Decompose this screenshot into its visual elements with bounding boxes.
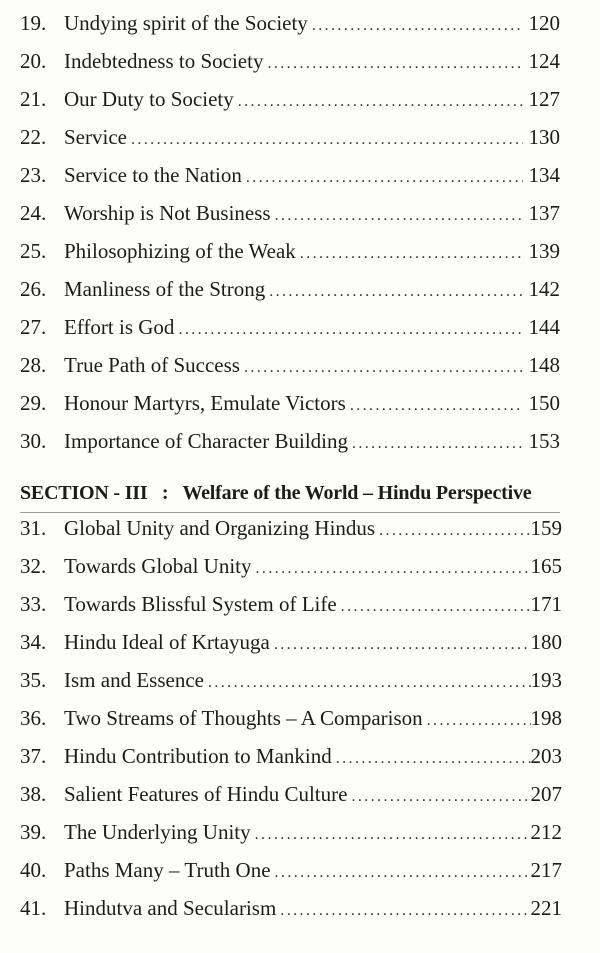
dot-leader: [379, 516, 530, 546]
entry-page-number: 171: [530, 592, 562, 616]
dot-leader: [336, 744, 531, 774]
toc-entry[interactable]: [20, 627, 562, 657]
dot-leader: [341, 592, 531, 622]
entry-number: 35.: [20, 668, 47, 692]
entry-number: 40.: [20, 858, 47, 882]
entry-page-number: 150: [528, 391, 560, 415]
entry-page-number: 198: [530, 706, 562, 730]
entry-number: 21.: [20, 87, 47, 111]
dot-leader: [350, 391, 523, 421]
dot-leader: [208, 668, 531, 698]
dot-leader: [300, 239, 523, 269]
entry-title: Philosophizing of the Weak: [64, 239, 296, 263]
section-title: Welfare of the World – Hindu Perspective: [182, 482, 532, 504]
entry-title: Towards Blissful System of Life: [64, 592, 337, 616]
section-separator: :: [161, 482, 169, 504]
toc-entry[interactable]: [20, 198, 560, 228]
dot-leader: [427, 706, 531, 736]
entry-title: Worship is Not Business: [64, 201, 271, 225]
toc-entry[interactable]: [20, 236, 560, 266]
entry-page-number: 124: [528, 49, 560, 73]
entry-title: Hindu Contribution to Mankind: [64, 744, 332, 768]
entry-page-number: 221: [530, 896, 562, 920]
entry-page-number: 130: [528, 125, 560, 149]
entry-page-number: 203: [530, 744, 562, 768]
entry-page-number: 217: [530, 858, 562, 882]
toc-entry[interactable]: [20, 426, 560, 456]
entry-page-number: 139: [528, 239, 560, 263]
toc-entry[interactable]: [20, 703, 562, 733]
dot-leader: [274, 630, 531, 660]
section-label: SECTION - III: [20, 482, 148, 504]
toc-entry[interactable]: [20, 513, 562, 543]
dot-leader: [131, 125, 523, 155]
entry-title: Importance of Character Building: [64, 429, 348, 453]
toc-entry[interactable]: [20, 855, 562, 885]
entry-number: 36.: [20, 706, 47, 730]
entry-title: Service to the Nation: [64, 163, 242, 187]
entry-page-number: 127: [528, 87, 560, 111]
dot-leader: [275, 201, 523, 231]
entry-page-number: 134: [528, 163, 560, 187]
entry-number: 19.: [20, 11, 47, 35]
entry-number: 25.: [20, 239, 47, 263]
toc-entry[interactable]: [20, 551, 562, 581]
dot-leader: [280, 896, 530, 926]
entry-number: 27.: [20, 315, 47, 339]
entry-page-number: 207: [530, 782, 562, 806]
entry-title: Our Duty to Society: [64, 87, 234, 111]
entry-number: 22.: [20, 125, 47, 149]
entry-number: 37.: [20, 744, 47, 768]
entry-page-number: 212: [530, 820, 562, 844]
dot-leader: [246, 163, 523, 193]
entry-title: Towards Global Unity: [64, 554, 252, 578]
dot-leader: [267, 49, 522, 79]
toc-entry[interactable]: [20, 893, 562, 923]
dot-leader: [351, 782, 530, 812]
entry-title: Hindu Ideal of Krtayuga: [64, 630, 270, 654]
section-heading: [20, 478, 580, 508]
entry-title: Ism and Essence: [64, 668, 204, 692]
entry-title: Hindutva and Secularism: [64, 896, 277, 920]
entry-page-number: 148: [528, 353, 560, 377]
toc-entry[interactable]: [20, 46, 560, 76]
entry-title: Global Unity and Organizing Hindus: [64, 516, 376, 540]
toc-entry[interactable]: [20, 274, 560, 304]
toc-entry[interactable]: [20, 84, 560, 114]
entry-title: Effort is God: [64, 315, 175, 339]
toc-entry[interactable]: [20, 8, 560, 38]
toc-entry[interactable]: [20, 160, 560, 190]
toc-entry[interactable]: [20, 779, 562, 809]
dot-leader: [275, 858, 531, 888]
entry-number: 30.: [20, 429, 47, 453]
dot-leader: [269, 277, 522, 307]
entry-number: 20.: [20, 49, 47, 73]
entry-page-number: 193: [530, 668, 562, 692]
entry-title: Undying spirit of the Society: [64, 11, 308, 35]
entry-page-number: 153: [528, 429, 560, 453]
entry-title: Manliness of the Strong: [64, 277, 266, 301]
dot-leader: [238, 87, 523, 117]
entry-number: 39.: [20, 820, 47, 844]
toc-entry[interactable]: [20, 817, 562, 847]
toc-entry[interactable]: [20, 741, 562, 771]
entry-number: 28.: [20, 353, 47, 377]
entry-title: Two Streams of Thoughts – A Comparison: [64, 706, 423, 730]
dot-leader: [352, 429, 523, 459]
entry-title: Service: [64, 125, 127, 149]
toc-entry[interactable]: [20, 122, 560, 152]
entry-number: 23.: [20, 163, 47, 187]
entry-number: 38.: [20, 782, 47, 806]
entry-number: 24.: [20, 201, 47, 225]
toc-entry[interactable]: [20, 312, 560, 342]
entry-title: Indebtedness to Society: [64, 49, 264, 73]
entry-title: Paths Many – Truth One: [64, 858, 271, 882]
entry-page-number: 137: [528, 201, 560, 225]
entry-page-number: 165: [530, 554, 562, 578]
entry-number: 33.: [20, 592, 47, 616]
toc-entry[interactable]: [20, 589, 562, 619]
toc-entry[interactable]: [20, 665, 562, 695]
entry-title: Salient Features of Hindu Culture: [64, 782, 348, 806]
toc-entry[interactable]: [20, 388, 560, 418]
entry-title: True Path of Success: [64, 353, 240, 377]
entry-number: 34.: [20, 630, 47, 654]
entry-number: 41.: [20, 896, 47, 920]
entry-number: 32.: [20, 554, 47, 578]
entry-title: Honour Martyrs, Emulate Victors: [64, 391, 346, 415]
entry-page-number: 120: [528, 11, 560, 35]
entry-page-number: 142: [528, 277, 560, 301]
entry-title: The Underlying Unity: [64, 820, 251, 844]
dot-leader: [178, 315, 522, 345]
entry-number: 26.: [20, 277, 47, 301]
dot-leader: [256, 554, 531, 584]
dot-leader: [244, 353, 523, 383]
entry-page-number: 144: [528, 315, 560, 339]
toc-entry[interactable]: [20, 350, 560, 380]
entry-number: 29.: [20, 391, 47, 415]
dot-leader: [312, 11, 523, 41]
entry-number: 31.: [20, 516, 47, 540]
entry-page-number: 180: [530, 630, 562, 654]
dot-leader: [255, 820, 531, 850]
entry-page-number: 159: [530, 516, 562, 540]
